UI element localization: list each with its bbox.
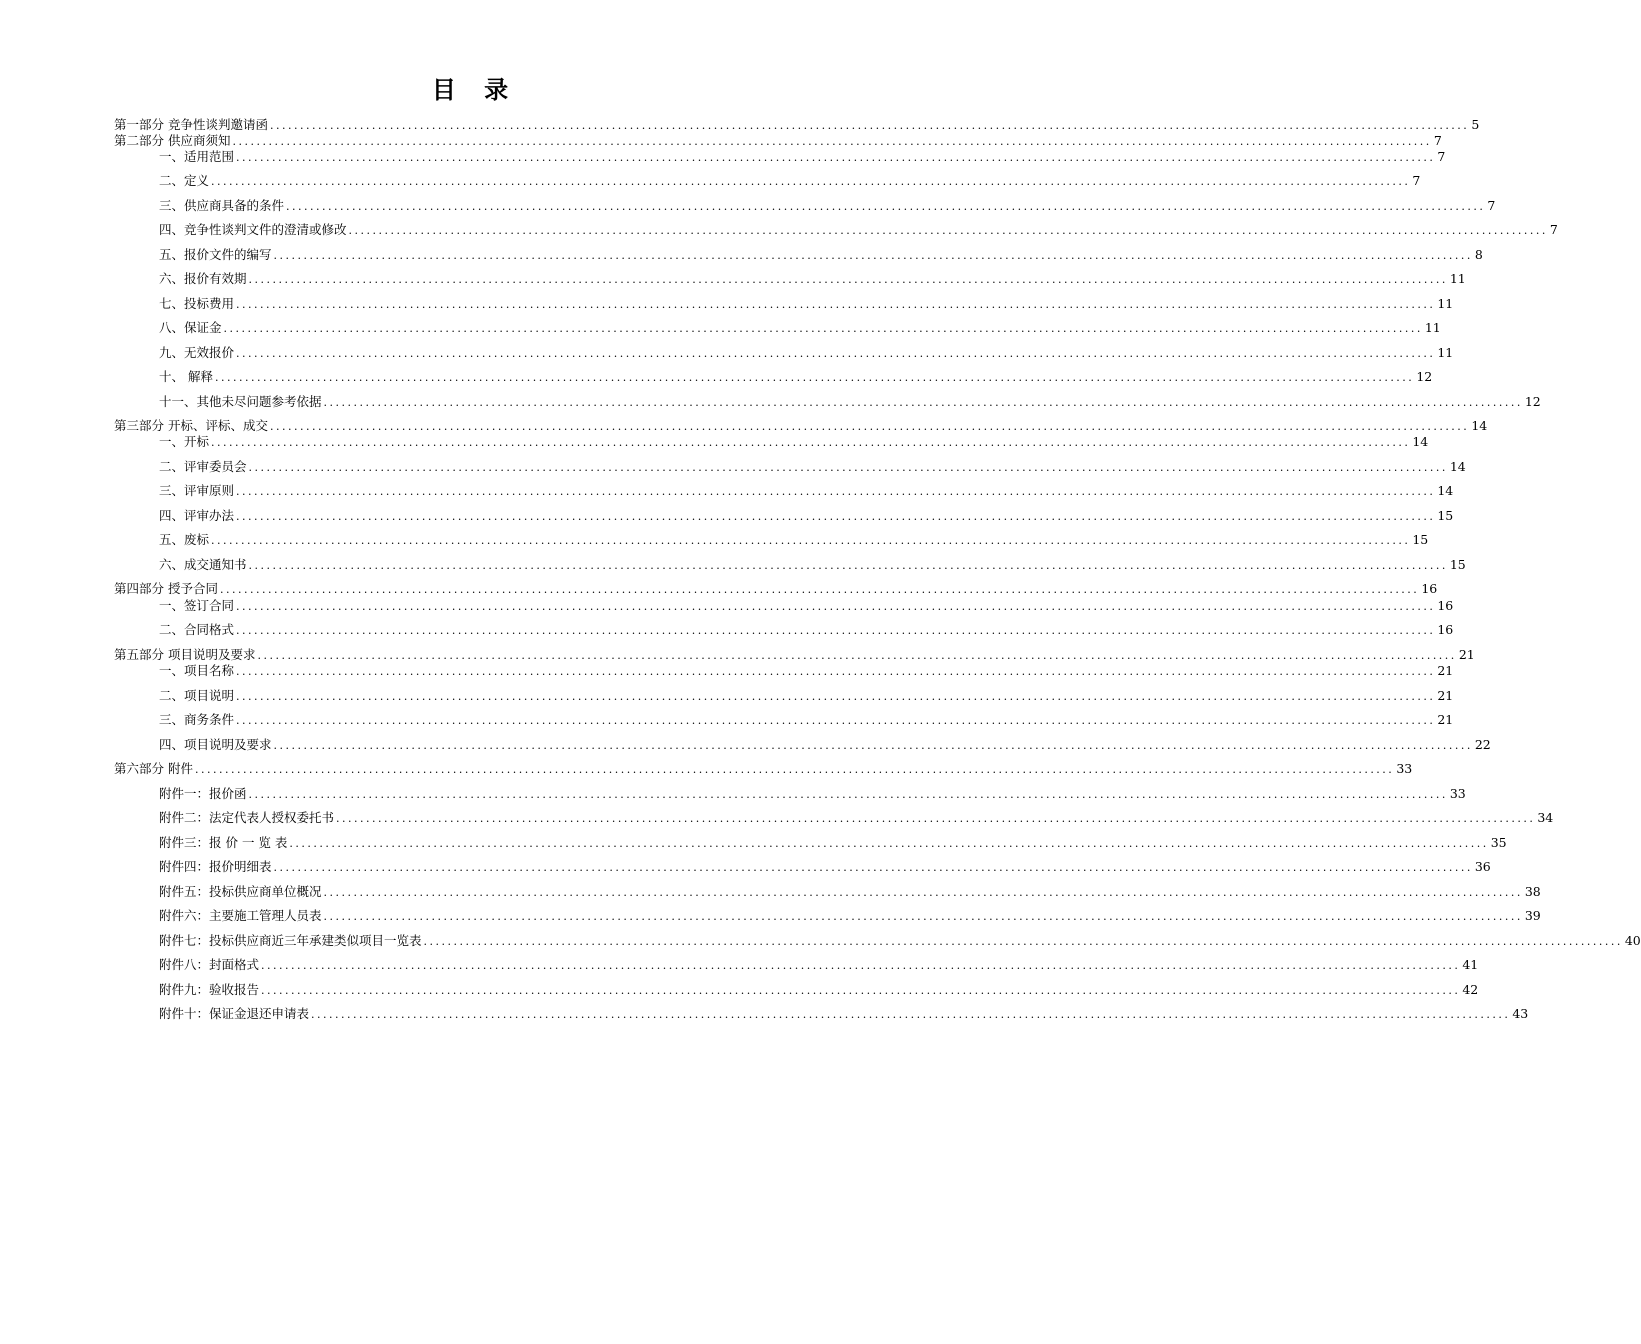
toc-leader-dots: ........................................................................................................................................................................................................ xyxy=(236,151,1436,164)
toc-page-number: 21 xyxy=(1458,647,1475,662)
toc-leader-dots: ........................................................................................................................................................................................................ xyxy=(236,714,1436,727)
toc-entry-label: 第三部分 开标、评标、成交 xyxy=(114,418,268,433)
toc-leader-dots: ........................................................................................................................................................................................................ xyxy=(286,200,1486,213)
toc-page-number: 33 xyxy=(1396,761,1413,776)
toc-leader-dots: ........................................................................................................................................................................................................ xyxy=(269,119,1470,132)
toc-entry-label: 五、报价文件的编写 xyxy=(159,247,272,262)
toc-leader-dots: ........................................................................................................................................................................................................ xyxy=(257,649,1457,662)
toc-leader-dots: ........................................................................................................................................................................................................ xyxy=(289,837,1489,850)
toc-leader-dots: ........................................................................................................................................................................................................ xyxy=(248,788,1448,801)
toc-entry-label: 三、商务条件 xyxy=(159,712,235,727)
toc-entry-label: 一、项目名称 xyxy=(159,663,235,678)
toc-entry[interactable] xyxy=(159,532,1429,548)
toc-page-number: 16 xyxy=(1421,581,1438,596)
toc-entry[interactable] xyxy=(159,957,1479,973)
toc-entry[interactable] xyxy=(159,320,1441,336)
toc-part-entry[interactable] xyxy=(114,581,1438,597)
toc-entry[interactable] xyxy=(159,173,1421,189)
toc-leader-dots: ........................................................................................................................................................................................................ xyxy=(336,812,1536,825)
toc-entry[interactable] xyxy=(159,810,1554,826)
toc-leader-dots: ........................................................................................................................................................................................................ xyxy=(236,690,1436,703)
toc-page-number: 7 xyxy=(1437,149,1446,164)
toc-leader-dots: ........................................................................................................................................................................................................ xyxy=(236,665,1436,678)
toc-entry-label: 七、投标费用 xyxy=(159,296,235,311)
toc-page-number: 21 xyxy=(1437,688,1454,703)
toc-part-entry[interactable] xyxy=(114,117,1480,133)
toc-entry[interactable] xyxy=(159,483,1454,499)
toc-page-number: 14 xyxy=(1437,483,1454,498)
toc-page-number: 14 xyxy=(1449,459,1466,474)
toc-entry-label: 四、评审办法 xyxy=(159,508,235,523)
toc-leader-dots: ........................................................................................................................................................................................................ xyxy=(236,347,1436,360)
toc-page-number: 11 xyxy=(1424,320,1441,335)
toc-entry-label: 二、定义 xyxy=(159,173,210,188)
toc-page-number: 21 xyxy=(1437,663,1454,678)
toc-entry-label: 六、成交通知书 xyxy=(159,557,247,572)
toc-leader-dots: ........................................................................................................................................................................................................ xyxy=(211,534,1411,547)
toc-leader-dots: ........................................................................................................................................................................................................ xyxy=(273,739,1473,752)
toc-leader-dots: ........................................................................................................................................................................................................ xyxy=(311,1008,1511,1021)
toc-page-number: 5 xyxy=(1471,117,1480,132)
toc-entry-label: 附件五：投标供应商单位概况 xyxy=(159,884,322,899)
toc-entry[interactable] xyxy=(159,712,1454,728)
toc-entry[interactable] xyxy=(159,459,1466,475)
toc-page-number: 11 xyxy=(1437,296,1454,311)
toc-entry[interactable] xyxy=(159,149,1446,165)
toc-entry[interactable] xyxy=(159,598,1454,614)
toc-leader-dots: ........................................................................................................................................................................................................ xyxy=(211,436,1411,449)
toc-leader-dots: ........................................................................................................................................................................................................ xyxy=(211,175,1411,188)
toc-page-number: 21 xyxy=(1437,712,1454,727)
toc-entry[interactable] xyxy=(159,859,1491,875)
toc-entry[interactable] xyxy=(159,933,1641,949)
toc-entry-label: 二、合同格式 xyxy=(159,622,235,637)
toc-leader-dots: ........................................................................................................................................................................................................ xyxy=(269,420,1470,433)
toc-entry-label: 一、适用范围 xyxy=(159,149,235,164)
toc-page-number: 16 xyxy=(1437,598,1454,613)
toc-entry-label: 附件九：验收报告 xyxy=(159,982,260,997)
toc-page-number: 14 xyxy=(1471,418,1488,433)
toc-entry-label: 第五部分 项目说明及要求 xyxy=(114,647,256,662)
toc-entry[interactable] xyxy=(159,688,1454,704)
toc-entry[interactable] xyxy=(159,394,1541,410)
toc-leader-dots: ........................................................................................................................................................................................................ xyxy=(323,910,1523,923)
toc-entry-label: 三、供应商具备的条件 xyxy=(159,198,285,213)
toc-leader-dots: ........................................................................................................................................................................................................ xyxy=(323,886,1523,899)
toc-entry[interactable] xyxy=(159,434,1429,450)
toc-entry-label: 附件十：保证金退还申请表 xyxy=(159,1006,310,1021)
toc-entry[interactable] xyxy=(159,622,1454,638)
toc-page-number: 15 xyxy=(1449,557,1466,572)
toc-entry-label: 十、 解释 xyxy=(159,369,213,384)
toc-entry-label: 一、开标 xyxy=(159,434,210,449)
toc-page-number: 41 xyxy=(1462,957,1479,972)
toc-entry[interactable] xyxy=(159,296,1454,312)
toc-part-entry[interactable] xyxy=(114,647,1475,663)
toc-page-number: 38 xyxy=(1524,884,1541,899)
toc-page-number: 36 xyxy=(1474,859,1491,874)
toc-entry[interactable] xyxy=(159,369,1433,385)
toc-entry[interactable] xyxy=(159,908,1541,924)
toc-entry[interactable] xyxy=(159,271,1466,287)
toc-entry-label: 八、保证金 xyxy=(159,320,222,335)
toc-leader-dots: ........................................................................................................................................................................................................ xyxy=(273,861,1473,874)
toc-entry-label: 四、项目说明及要求 xyxy=(159,737,272,752)
toc-page-number: 12 xyxy=(1524,394,1541,409)
toc-entry[interactable] xyxy=(159,222,1558,238)
toc-entry-label: 二、项目说明 xyxy=(159,688,235,703)
toc-page-number: 7 xyxy=(1487,198,1496,213)
toc-entry[interactable] xyxy=(159,982,1479,998)
toc-leader-dots: ........................................................................................................................................................................................................ xyxy=(236,624,1436,637)
toc-entry-label: 三、评审原则 xyxy=(159,483,235,498)
toc-entry-label: 第四部分 授予合同 xyxy=(114,581,218,596)
toc-page-number: 7 xyxy=(1549,222,1558,237)
toc-leader-dots: ........................................................................................................................................................................................................ xyxy=(348,224,1548,237)
toc-leader-dots: ........................................................................................................................................................................................................ xyxy=(223,322,1423,335)
toc-entry-label: 二、评审委员会 xyxy=(159,459,247,474)
toc-leader-dots: ........................................................................................................................................................................................................ xyxy=(236,600,1436,613)
toc-leader-dots: ........................................................................................................................................................................................................ xyxy=(248,461,1448,474)
toc-entry[interactable] xyxy=(159,557,1466,573)
toc-leader-dots: ........................................................................................................................................................................................................ xyxy=(219,583,1420,596)
toc-entry[interactable] xyxy=(159,663,1454,679)
toc-page-number: 42 xyxy=(1462,982,1479,997)
toc-entry[interactable] xyxy=(159,786,1466,802)
toc-entry[interactable] xyxy=(159,884,1541,900)
toc-entry[interactable] xyxy=(159,737,1491,753)
toc-entry-label: 五、废标 xyxy=(159,532,210,547)
toc-leader-dots: ........................................................................................................................................................................................................ xyxy=(423,935,1623,948)
toc-page-number: 7 xyxy=(1412,173,1421,188)
toc-leader-dots: ........................................................................................................................................................................................................ xyxy=(273,249,1473,262)
toc-entry-label: 六、报价有效期 xyxy=(159,271,247,286)
toc-entry-label: 一、签订合同 xyxy=(159,598,235,613)
toc-leader-dots: ........................................................................................................................................................................................................ xyxy=(194,763,1395,776)
toc-entry-label: 附件二：法定代表人授权委托书 xyxy=(159,810,335,825)
toc-page-number: 14 xyxy=(1412,434,1429,449)
toc-entry-label: 附件八：封面格式 xyxy=(159,957,260,972)
toc-entry[interactable] xyxy=(159,508,1454,524)
toc-leader-dots: ........................................................................................................................................................................................................ xyxy=(261,984,1461,997)
toc-page-number: 8 xyxy=(1474,247,1483,262)
toc-page-number: 40 xyxy=(1624,933,1641,948)
toc-entry-label: 第二部分 供应商须知 xyxy=(114,133,231,148)
toc-leader-dots: ........................................................................................................................................................................................................ xyxy=(236,485,1436,498)
toc-page-number: 33 xyxy=(1449,786,1466,801)
toc-page-number: 11 xyxy=(1449,271,1466,286)
toc-page-number: 34 xyxy=(1537,810,1554,825)
toc-entry-label: 附件四：报价明细表 xyxy=(159,859,272,874)
toc-page-number: 15 xyxy=(1437,508,1454,523)
toc-leader-dots: ........................................................................................................................................................................................................ xyxy=(323,396,1523,409)
toc-leader-dots: ........................................................................................................................................................................................................ xyxy=(232,135,1432,148)
toc-entry-label: 四、竞争性谈判文件的澄清或修改 xyxy=(159,222,347,237)
toc-leader-dots: ........................................................................................................................................................................................................ xyxy=(248,273,1448,286)
toc-page-number: 22 xyxy=(1474,737,1491,752)
toc-leader-dots: ........................................................................................................................................................................................................ xyxy=(236,510,1436,523)
toc-page-number: 43 xyxy=(1512,1006,1529,1021)
toc-entry[interactable] xyxy=(159,198,1496,214)
toc-leader-dots: ........................................................................................................................................................................................................ xyxy=(248,559,1448,572)
toc-entry-label: 附件一：报价函 xyxy=(159,786,247,801)
page-title: 目 录 xyxy=(431,76,519,104)
toc-entry-label: 附件六：主要施工管理人员表 xyxy=(159,908,322,923)
toc-page-number: 12 xyxy=(1416,369,1433,384)
toc-part-entry[interactable] xyxy=(114,761,1413,777)
toc-entry-label: 十一、其他未尽问题参考依据 xyxy=(159,394,322,409)
toc-leader-dots: ........................................................................................................................................................................................................ xyxy=(261,959,1461,972)
toc-page-number: 7 xyxy=(1433,133,1442,148)
toc-entry[interactable] xyxy=(159,1006,1529,1022)
toc-leader-dots: ........................................................................................................................................................................................................ xyxy=(214,371,1415,384)
toc-page-number: 11 xyxy=(1437,345,1454,360)
toc-entry[interactable] xyxy=(159,835,1507,851)
toc-part-entry[interactable] xyxy=(114,133,1442,149)
toc-page-number: 15 xyxy=(1412,532,1429,547)
toc-entry-label: 附件七：投标供应商近三年承建类似项目一览表 xyxy=(159,933,422,948)
toc-page-number: 35 xyxy=(1490,835,1507,850)
toc-entry[interactable] xyxy=(159,247,1483,263)
toc-entry-label: 第六部分 附件 xyxy=(114,761,193,776)
toc-entry-label: 九、无效报价 xyxy=(159,345,235,360)
toc-part-entry[interactable] xyxy=(114,418,1488,434)
toc-entry-label: 附件三：报 价 一 览 表 xyxy=(159,835,288,850)
toc-entry-label: 第一部分 竞争性谈判邀请函 xyxy=(114,117,268,132)
toc-page-number: 16 xyxy=(1437,622,1454,637)
toc-entry[interactable] xyxy=(159,345,1454,361)
toc-leader-dots: ........................................................................................................................................................................................................ xyxy=(236,298,1436,311)
toc-page-number: 39 xyxy=(1524,908,1541,923)
